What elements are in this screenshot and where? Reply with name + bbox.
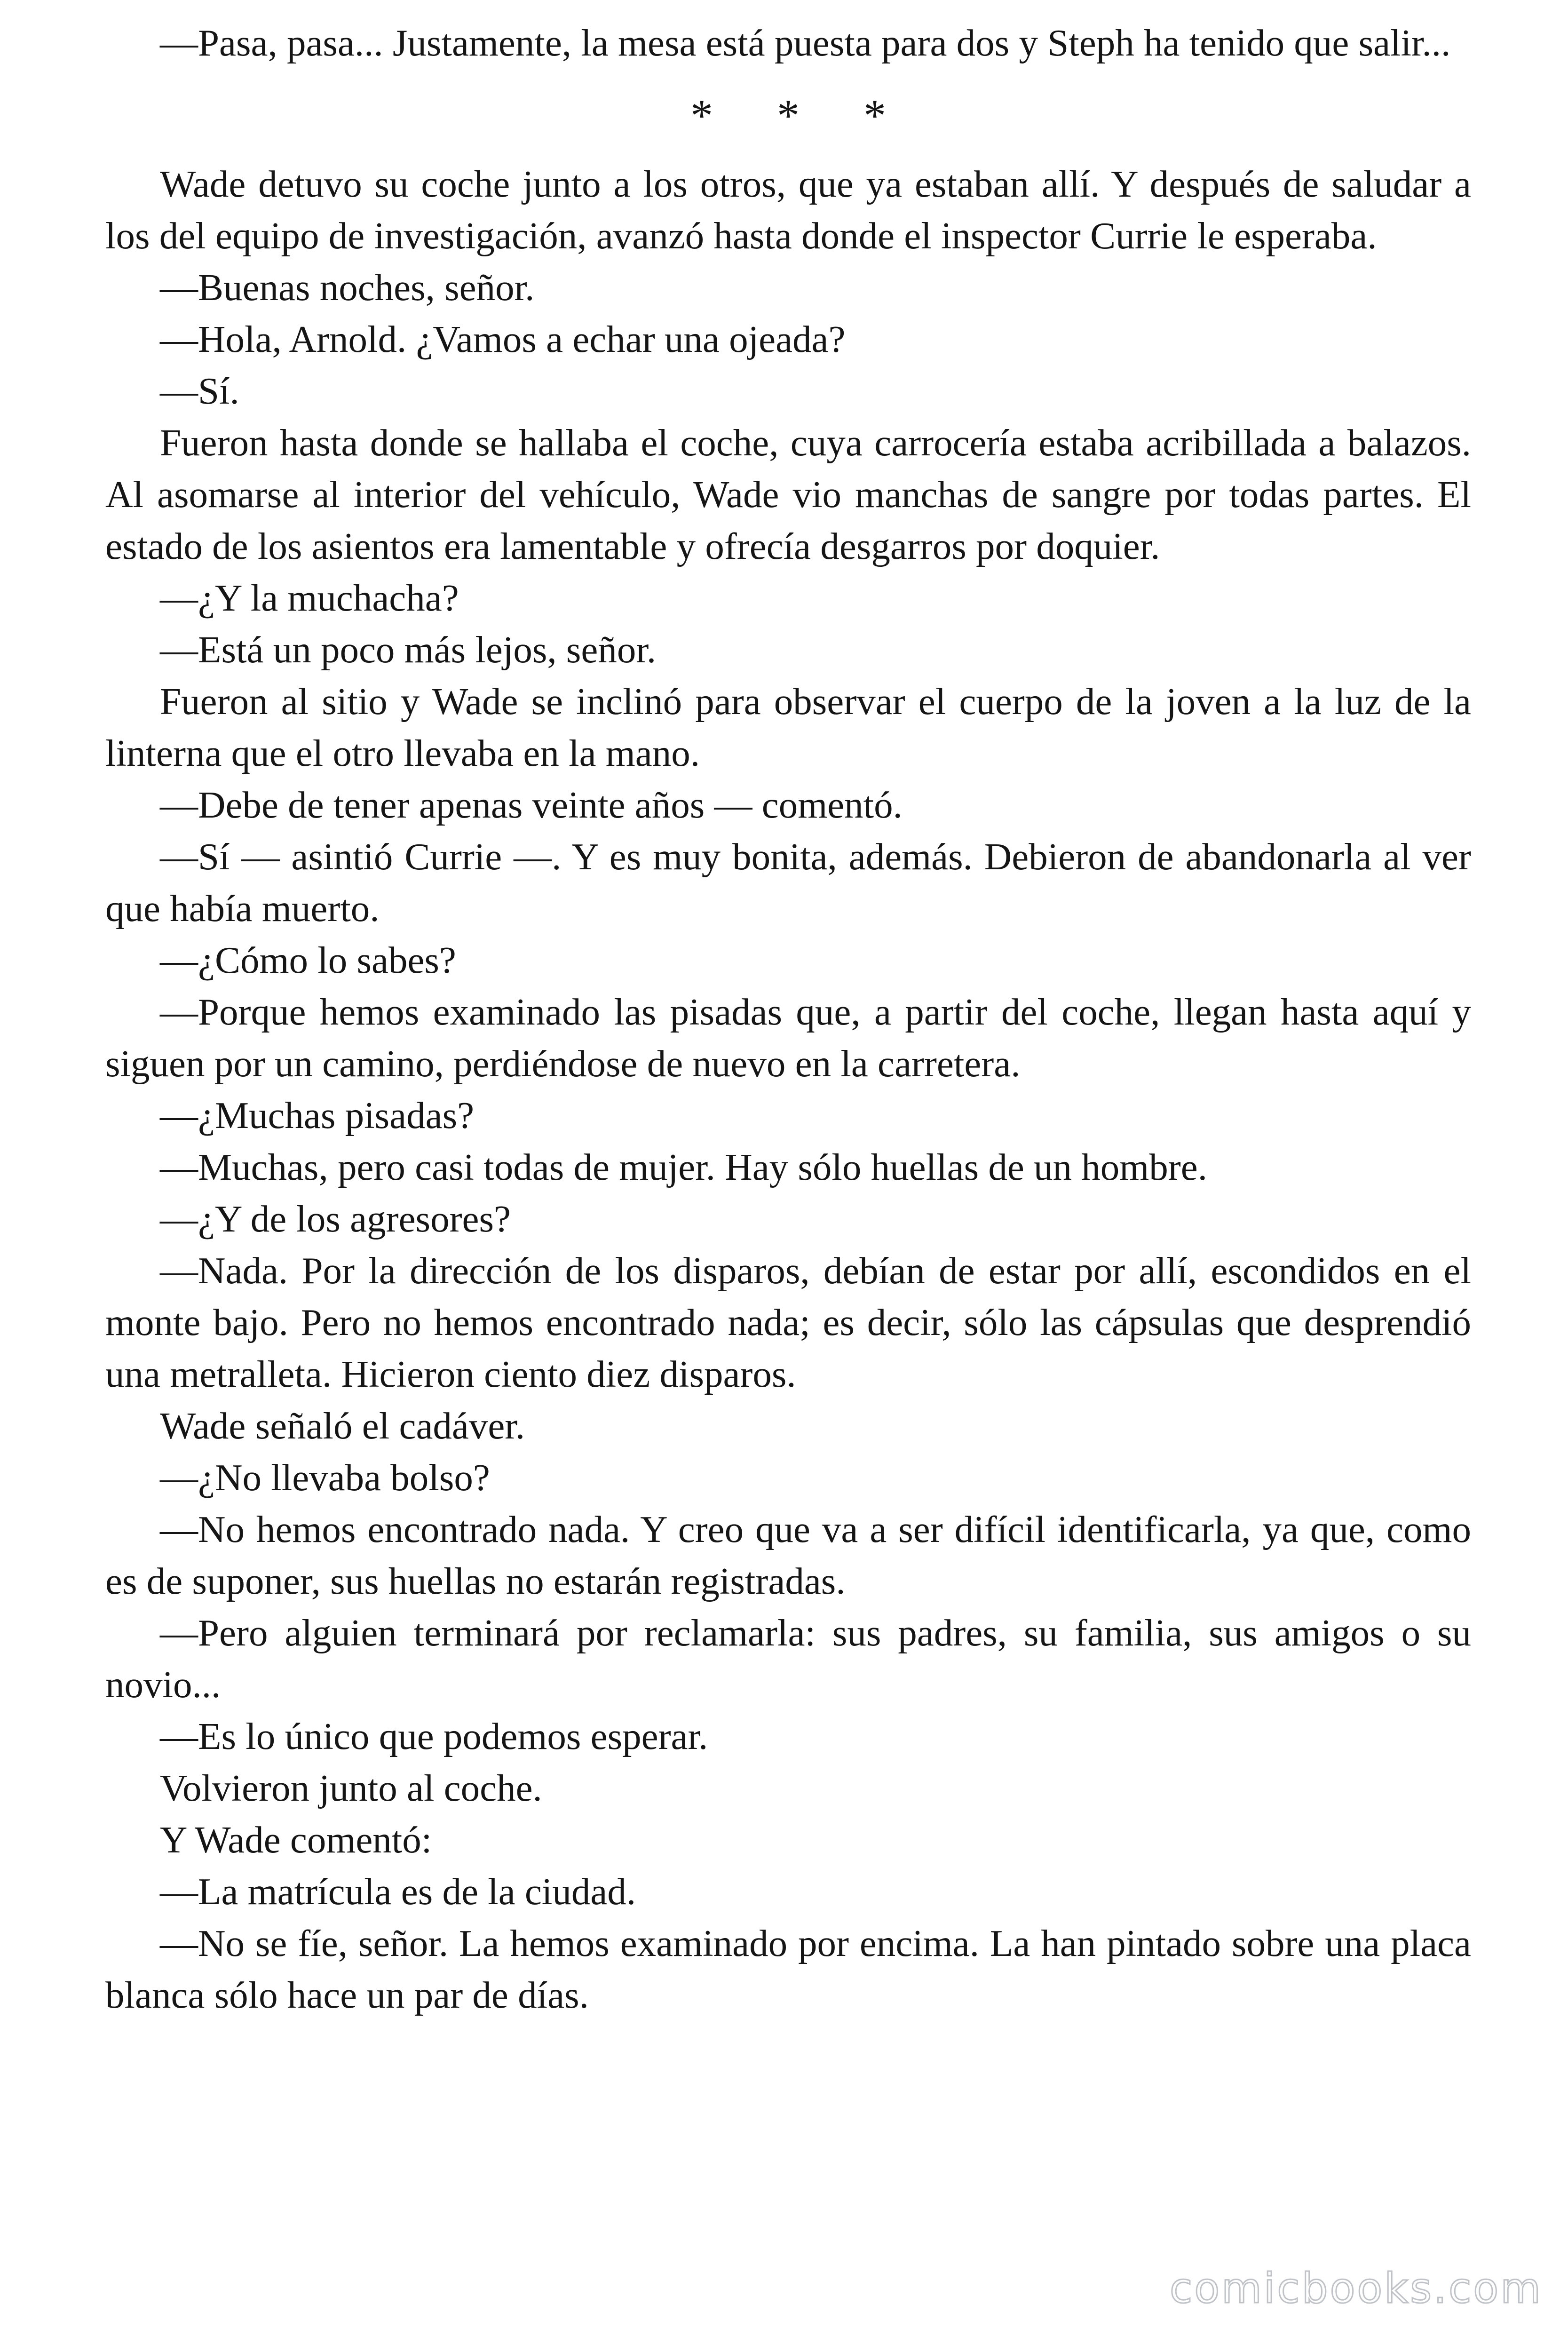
paragraph: —Porque hemos examinado las pisadas que, a partir del coche, llegan hasta aquí y siguen por un camino, perdiéndose de nuevo en la carretera. — [105, 991, 1471, 1085]
paragraph: —Buenas noches, señor. — [160, 266, 535, 309]
separator-asterisk: * — [777, 90, 800, 141]
separator-asterisk: * — [863, 90, 886, 141]
paragraph: —No se fíe, señor. La hemos examinado por encima. La han pintado sobre una placa blanca sólo hace un par de días. — [105, 1922, 1471, 2016]
paragraph: —Es lo único que podemos esperar. — [160, 1715, 708, 1757]
paragraph: Fueron hasta donde se hallaba el coche, cuya carrocería estaba acribillada a balazos. Al asomarse al interior del vehículo, Wade vio manchas de sangre por todas partes. El estado de los asientos era lamentable y ofrecía desgarros por doquier. — [105, 421, 1471, 567]
paragraph: —¿Y de los agresores? — [160, 1198, 511, 1240]
separator-asterisk: * — [690, 90, 713, 141]
paragraph: Fueron al sitio y Wade se inclinó para observar el cuerpo de la joven a la luz de la linterna que el otro llevaba en la mano. — [105, 680, 1471, 774]
paragraph: —Está un poco más lejos, señor. — [160, 628, 657, 671]
paragraphs-after-separator — [105, 158, 1471, 2021]
paragraph: Wade detuvo su coche junto a los otros, que ya estaban allí. Y después de saludar a los del equipo de investigación, avanzó hasta donde el inspector Currie le esperaba. — [105, 163, 1471, 257]
paragraph: —Muchas, pero casi todas de mujer. Hay sólo huellas de un hombre. — [160, 1146, 1207, 1188]
paragraph: Volvieron junto al coche. — [160, 1767, 542, 1809]
book-page — [105, 17, 1471, 2021]
paragraph: —¿Muchas pisadas? — [160, 1094, 475, 1136]
paragraph: —Nada. Por la dirección de los disparos, debían de estar por allí, escondidos en el monte bajo. Pero no hemos encontrado nada; es decir, sólo las cápsulas que desprendió una metralleta. Hicieron ciento diez disparos. — [105, 1249, 1471, 1395]
paragraph: —¿No llevaba bolso? — [160, 1456, 490, 1499]
section-separator — [105, 69, 1471, 158]
paragraph: Y Wade comentó: — [160, 1819, 432, 1861]
paragraph: —Pasa, pasa... Justamente, la mesa está puesta para dos y Steph ha tenido que salir... — [160, 22, 1451, 64]
paragraph: —Sí — asintió Currie —. Y es muy bonita, además. Debieron de abandonarla al ver que había muerto. — [105, 835, 1471, 930]
watermark-text: comicbooks.com — [1169, 2264, 1543, 2312]
paragraph: —Hola, Arnold. ¿Vamos a echar una ojeada? — [160, 318, 846, 360]
paragraphs-before-separator — [105, 17, 1471, 69]
paragraph: —La matrícula es de la ciudad. — [160, 1870, 636, 1913]
paragraph: —Pero alguien terminará por reclamarla: sus padres, su familia, sus amigos o su novio... — [105, 1612, 1471, 1706]
paragraph: —No hemos encontrado nada. Y creo que va a ser difícil identificarla, ya que, como es de suponer, sus huellas no estarán registradas. — [105, 1508, 1471, 1602]
paragraph: —Sí. — [160, 370, 239, 412]
paragraph: —¿Y la muchacha? — [160, 577, 459, 619]
paragraph: Wade señaló el cadáver. — [160, 1405, 525, 1447]
paragraph: —¿Cómo lo sabes? — [160, 939, 456, 981]
paragraph: —Debe de tener apenas veinte años — comentó. — [160, 784, 903, 826]
